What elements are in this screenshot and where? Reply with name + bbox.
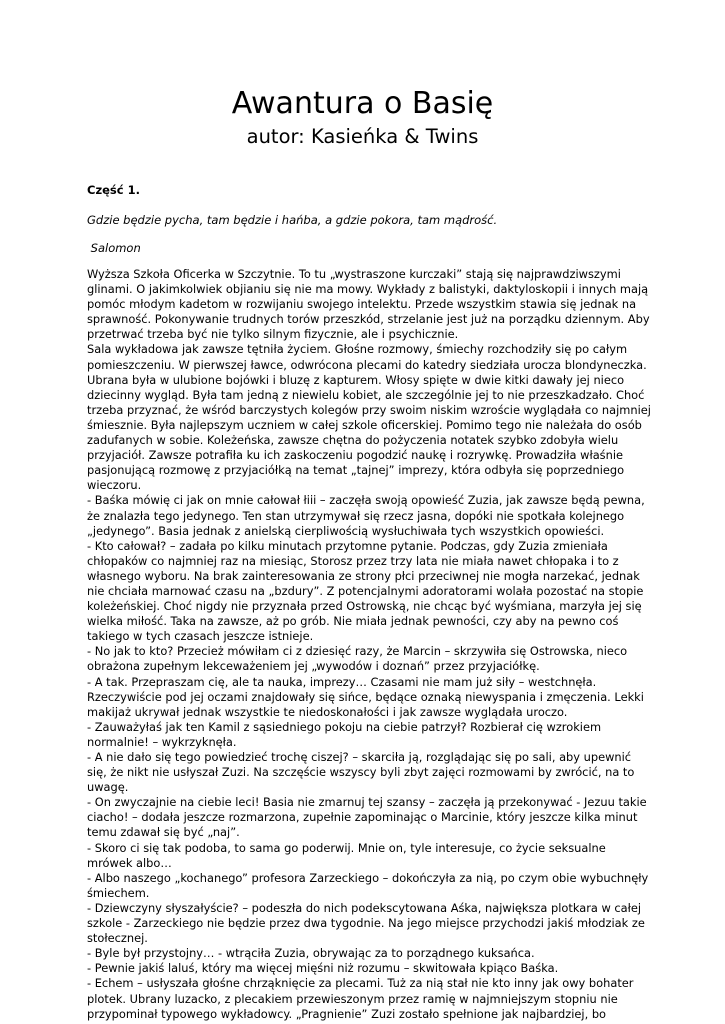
text-line: - Dziewczyny słyszałyście? – podeszła do nich podekscytowana Aśka, największa plotkara w całej bbox=[87, 900, 642, 915]
text-line: przypominał typowego wykładowcy. „Pragnienie” Zuzi zostało spełnione jak najbardziej, bo bbox=[87, 1006, 607, 1021]
text-line: uwagę. bbox=[87, 780, 129, 795]
epigraph-author: Salomon bbox=[87, 241, 141, 255]
text-line: nie chciała marnować czasu na „bzdury”. Z potencjalnymi adoratorami wolała pozostać na stopie bbox=[87, 583, 644, 598]
text-line: - Skoro ci się tak podoba, to sama go poderwij. Mnie on, tyle interesuje, co życie seksualne bbox=[87, 840, 606, 855]
text-line: zadufanych w sobie. Koleżeńska, zawsze chętna do pożyczenia notatek szybko zdobyła wielu bbox=[87, 433, 619, 448]
text-line: - Albo naszego „kochanego” profesora Zarzeckiego – dokończyła za nią, po czym obie wybuchnęły bbox=[87, 870, 649, 885]
text-line: Rzeczywiście pod jej oczami znajdowały się sińce, będące oznaką niewyspania i zmęczenia. Lekki bbox=[87, 689, 644, 704]
text-line: - On zwyczajnie na ciebie leci! Basia nie zmarnuj tej szansy – zaczęła ją przekonywać - Jezuu takie bbox=[87, 795, 647, 810]
text-line: śmiechem. bbox=[87, 885, 150, 900]
text-line: - A nie dało się tego powiedzieć trochę ciszej? – skarciła ją, rozglądając się po sali, aby upewnić bbox=[87, 750, 632, 764]
text-line: chłopaków co najmniej raz na miesiąc, Storosz przez trzy lata nie miała nawet chłopaka i to z bbox=[87, 553, 619, 568]
text-line: - A tak. Przepraszam cię, ale ta nauka, imprezy… Czasami nie mam już siły – westchnęła. bbox=[87, 674, 597, 689]
text-line: przyjaciół. Zawsze potrafiła ku ich zaskoczeniu pogodzić naukę i rozrywkę. Prowadziła właśnie bbox=[87, 448, 624, 463]
text-line: - Zauważyłaś jak ten Kamil z sąsiedniego pokoju na ciebie patrzył? Rozbierał cię wzrokiem bbox=[87, 719, 602, 734]
document-title: Awantura o Basię bbox=[231, 86, 494, 121]
text-line: dziecinny wygląd. Była tam jedną z niewielu kobiet, ale szczególnie jej to nie przeszkadzało. Choć bbox=[87, 387, 645, 402]
text-line: - Kto całował? – zadała po kilku minutach przytomne pytanie. Podczas, gdy Zuzia zmieniała bbox=[87, 538, 608, 553]
text-line: pomieszczeniu. W pierwszej ławce, odwrócona plecami do katedry siedziała urocza blondyneczka. bbox=[87, 357, 647, 372]
text-line: plotek. Ubrany luzacko, z plecakiem przewieszonym przez ramię w najmniejszym stopniu nie bbox=[87, 991, 618, 1006]
text-line: że znalazła tego jedynego. Ten stan utrzymywał się rzecz jasna, dopóki nie spotkała kolejnego bbox=[87, 508, 625, 523]
text-line: Ubrana była w ulubione bojówki i bluzę z kapturem. Włosy spięte w dwie kitki dawały jej nieco bbox=[87, 372, 625, 387]
part-heading: Część 1. bbox=[87, 183, 140, 197]
text-line: wieczoru. bbox=[87, 478, 142, 493]
text-line: Sala wykładowa jak zawsze tętniła życiem. Głośne rozmowy, śmiechy rozchodziły się po całym bbox=[87, 342, 628, 357]
text-line: mrówek albo… bbox=[87, 855, 172, 870]
text-line: śmiesznie. Była najlepszym uczniem w całej szkole oficerskiej. Pomimo tego nie należała do osób bbox=[87, 417, 642, 432]
text-line: - No jak to kto? Przecież mówiłam ci z dziesięć razy, że Marcin – skrzywiła się Ostrowska, nieco bbox=[87, 644, 628, 659]
text-line: makijaż ukrywał jednak wszystkie te niedoskonałości i jak zawsze wyglądała uroczo. bbox=[87, 704, 568, 719]
epigraph: Gdzie będzie pycha, tam będzie i hańba, a gdzie pokora, tam mądrość. bbox=[87, 213, 498, 227]
text-line: - Baśka mówię ci jak on mnie całował łiii – zaczęła swoją opowieść Zuzia, jak zawsze będą pewna, bbox=[87, 493, 645, 508]
text-line: koleżeńskiej. Choć nigdy nie przyznała przed Ostrowską, nie chcąc być wyśmiana, marzyła jej się bbox=[87, 599, 642, 614]
document-subtitle: autor: Kasieńka & Twins bbox=[246, 125, 479, 148]
text-line: temu zdawał się być „naj”. bbox=[87, 825, 240, 840]
text-line: takiego w tych czasach jeszcze istnieje. bbox=[87, 629, 314, 644]
text-line: obrażona zupełnym lekceważeniem jej „wywodów i doznań” przez przyjaciółkę. bbox=[87, 659, 540, 674]
text-line: Wyższa Szkoła Oficerka w Szczytnie. To tu „wystraszone kurczaki” stają się najprawdziwszymi bbox=[87, 267, 621, 281]
text-line: „jedynego”. Basia jednak z anielską cierpliwością wysłuchiwała tych wszystkich opowieści. bbox=[87, 523, 605, 538]
text-line: pomóc młodym kadetom w rozwijaniu swojego intelektu. Przede wszystkim stawia się jednak na bbox=[87, 297, 637, 312]
text-line: szkole - Zarzeckiego nie będzie przez dwa tygodnie. Na jego miejsce przychodzi jakiś młodziak ze bbox=[87, 916, 645, 931]
text-line: ciacho! – dodała jeszcze rozmarzona, zupełnie zapominając o Marcinie, który jeszcze kilka minut bbox=[87, 810, 638, 825]
text-line: glinami. O jakimkolwiek objianiu się nie ma mowy. Wykłady z balistyki, daktyloskopii i innych mają bbox=[87, 282, 649, 297]
text-line: wielka miłość. Taka na zawsze, aż po grób. Nie miała jednak pewności, czy aby na pewno coś bbox=[87, 614, 619, 629]
text-line: trzeba przyznać, że wśród barczystych kolegów przy swoim niskim wzroście wyglądała co najmniej bbox=[87, 402, 651, 417]
text-line: - Pewnie jakiś laluś, który ma więcej mięśni niż rozumu – skwitowała kpiąco Baśka. bbox=[87, 961, 559, 976]
text-line: własnego wyboru. Na brak zainteresowania ze strony płci przeciwnej nie mogła narzekać, jednak bbox=[87, 568, 640, 583]
text-line: stołecznej. bbox=[87, 931, 148, 946]
text-line: pasjonującą rozmowę z przyjaciółką na temat „tajnej” imprezy, która odbyła się poprzedniego bbox=[87, 463, 625, 478]
body-text bbox=[87, 267, 651, 1022]
text-line: normalnie! – wykrzyknęła. bbox=[87, 734, 237, 749]
text-line: - Echem – usłyszała głośne chrząknięcie za plecami. Tuż za nią stał nie kto inny jak owy bohater bbox=[87, 976, 634, 991]
text-line: przetrwać trzeba być nie tylko silnym fizycznie, ale i psychicznie. bbox=[87, 327, 459, 342]
text-line: - Byle był przystojny… - wtrąciła Zuzia, obrywając za to porządnego kuksańca. bbox=[87, 946, 535, 961]
text-line: się, że nikt nie usłyszał Zuzi. Na szczęście wszyscy byli zbyt zajęci rozmowami by zwrócić, na to bbox=[87, 765, 635, 780]
text-line: sprawność. Pokonywanie trudnych torów przeszkód, strzelanie jest już na porządku dziennym. Aby bbox=[87, 312, 650, 327]
